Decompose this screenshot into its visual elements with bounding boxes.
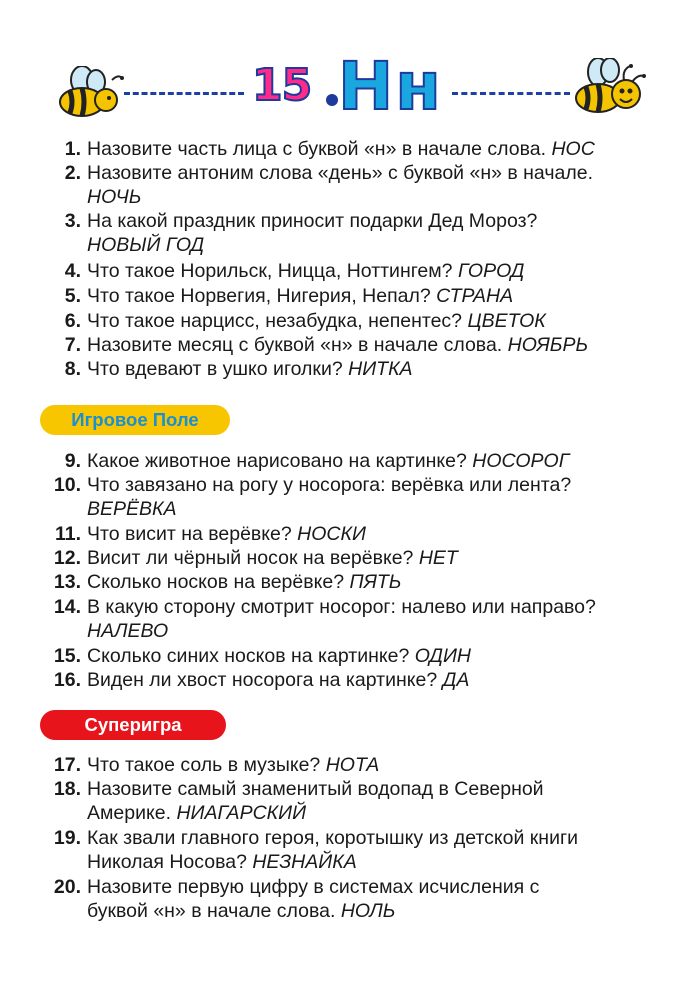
answer: НИТКА [348,358,413,380]
dashed-line-right [452,92,570,95]
answer: ДА [442,669,470,691]
section-title-supergame: Суперигра [40,710,226,740]
answer: НОЧЬ [87,186,142,208]
answer: НОВЫЙ ГОД [87,234,205,256]
lesson-dot [326,94,338,106]
answer: НОЯБРЬ [507,334,589,356]
lesson-header [0,48,693,132]
answer: НАЛЕВО [87,620,169,642]
answer: ПЯТЬ [349,571,402,593]
lesson-letters: Нн [338,48,443,125]
answer: НОС [551,138,595,160]
answer: НОТА [325,754,380,776]
answer: ВЕРЁВКА [87,498,177,520]
bee-right-icon [568,58,648,120]
section-title-game-field: Игровое Поле [40,405,230,435]
answer: НИАГАРСКИЙ [176,802,307,824]
bee-left-icon [52,66,124,122]
answer: НОСКИ [297,523,366,545]
answer: СТРАНА [436,285,514,307]
answer: ГОРОД [457,260,525,282]
answer: НОЛЬ [340,900,396,922]
answer: НОСОРОГ [472,450,570,472]
lesson-number: 15 [252,60,312,111]
answer: НЕТ [418,547,458,569]
answer: ЦВЕТОК [467,310,546,332]
answer: ОДИН [414,645,471,667]
answer: НЕЗНАЙКА [252,851,357,873]
dashed-line-left [124,92,244,95]
